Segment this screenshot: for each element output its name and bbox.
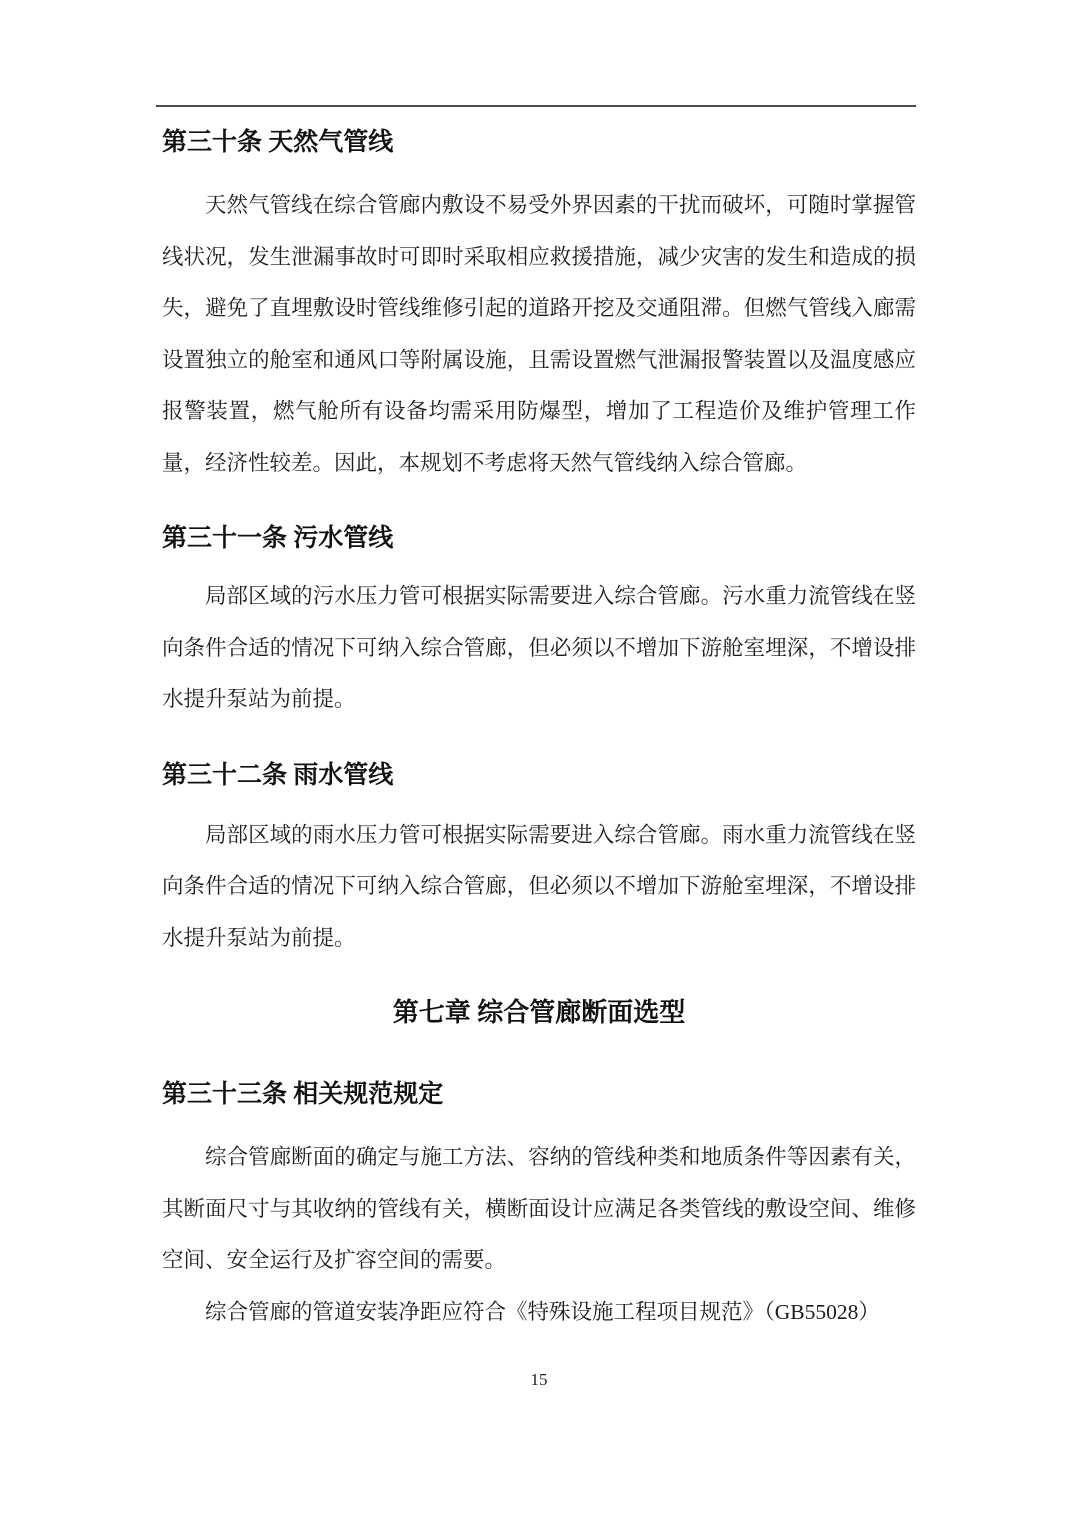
paragraph-cross-section: 综合管廊断面的确定与施工方法、容纳的管线种类和地质条件等因素有关，其断面尺寸与其收纳的管线有关，横断面设计应满足各类管线的敷设空间、维修空间、安全运行及扩容空间的需要。: [162, 1145, 916, 1272]
article-heading-32: 第三十二条 雨水管线: [162, 761, 394, 789]
article-heading-31: 第三十一条 污水管线: [162, 525, 394, 552]
article-heading-30: 第三十条 天然气管线: [162, 129, 394, 156]
document-content: [162, 0, 916, 1338]
chapter-heading-7: 第七章 综合管廊断面选型: [392, 998, 686, 1027]
paragraph-installation-clearance: 综合管廊的管道安装净距应符合《特殊设施工程项目规范》（GB55028）: [205, 1299, 880, 1324]
page-number: 15: [530, 1370, 548, 1389]
paragraph-stormwater-pipeline: 局部区域的雨水压力管可根据实际需要进入综合管廊。雨水重力流管线在竖向条件合适的情况下可纳入综合管廊，但必须以不增加下游舱室埋深，不增设排水提升泵站为前提。: [162, 822, 916, 950]
article-heading-33: 第三十三条 相关规范规定: [162, 1081, 444, 1108]
paragraph-sewage-pipeline: 局部区域的污水压力管可根据实际需要进入综合管廊。污水重力流管线在竖向条件合适的情况下可纳入综合管廊，但必须以不增加下游舱室埋深，不增设排水提升泵站为前提。: [162, 584, 916, 711]
paragraph-gas-pipeline: 天然气管线在综合管廊内敷设不易受外界因素的干扰而破坏，可随时掌握管线状况，发生泄漏事故时可即时采取相应救援措施，减少灾害的发生和造成的损失，避免了直埋敷设时管线维修引起的道路开挖及交通阻滞。但燃气管线入廊需设置独立的舱室和通风口等附属设施，且需设置燃气泄漏报警装置以及温度感应报警装置，燃气舱所有设备均需采用防爆型，增加了工程造价及维护管理工作量，经济性较差。因此，本规划不考虑将天然气管线纳入综合管廊。: [162, 193, 916, 475]
